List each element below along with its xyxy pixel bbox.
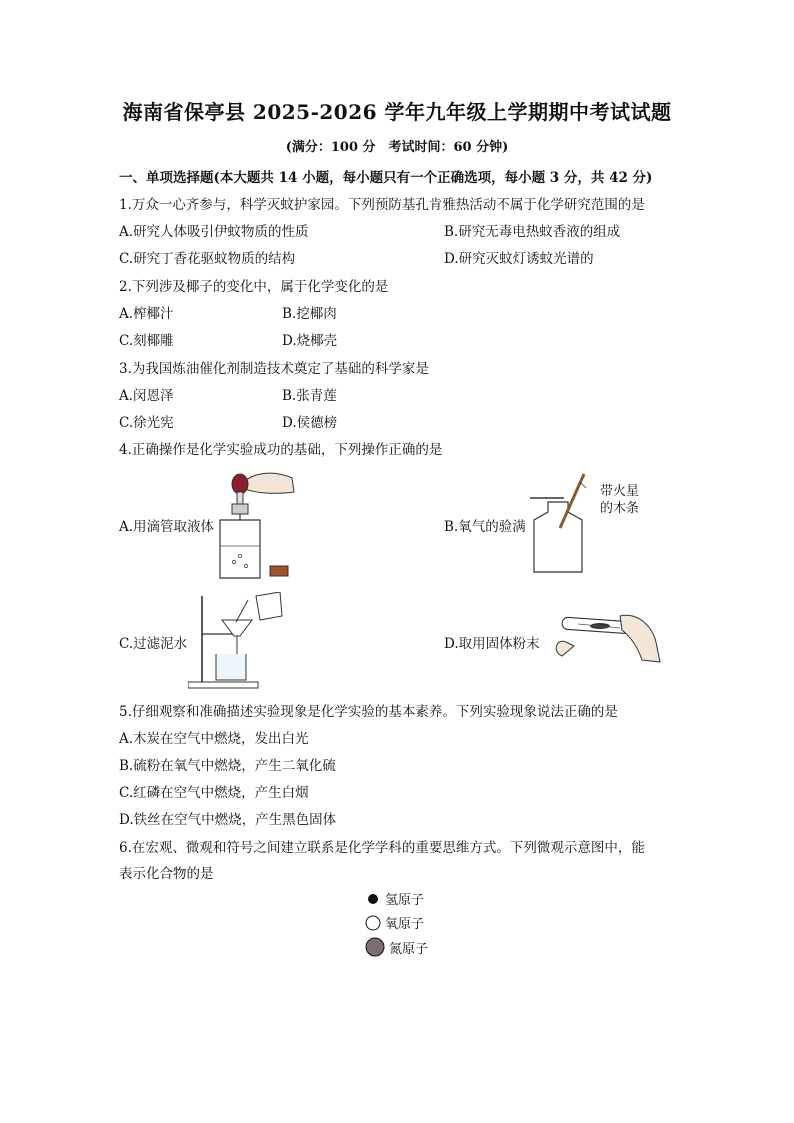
legend-nitrogen xyxy=(365,937,428,957)
oxygen-atom-icon xyxy=(365,915,381,931)
q4-option-c: C.过滤泥水 xyxy=(119,636,188,652)
q1-option-a: A.研究人体吸引伊蚊物质的性质 xyxy=(119,224,309,240)
q3-option-b: B.张青莲 xyxy=(282,388,337,404)
legend-oxygen xyxy=(365,913,424,932)
q4-option-b: B.氧气的验满 xyxy=(444,519,526,535)
question-4-stem: 4.正确操作是化学实验成功的基础，下列操作正确的是 xyxy=(119,442,443,458)
q1-option-d: D.研究灭蚊灯诱蚊光谱的 xyxy=(444,251,594,267)
page-title: 海南省保亭县 2025-2026 学年九年级上学期期中考试试题 xyxy=(122,100,672,124)
q3-option-c: C.徐光宪 xyxy=(119,415,174,431)
q4-option-a: A.用滴管取液体 xyxy=(119,519,215,535)
question-5-stem: 5.仔细观察和准确描述实验现象是化学实验的基本素养。下列实验现象说法正确的是 xyxy=(119,704,618,720)
exam-info: (满分：100 分 考试时间：60 分钟) xyxy=(285,140,509,155)
q2-option-d: D.烧椰壳 xyxy=(282,333,338,349)
q1-option-b: B.研究无毒电热蚊香液的组成 xyxy=(444,224,621,240)
q4-option-d: D.取用固体粉末 xyxy=(444,636,540,652)
powder-tube-figure xyxy=(548,612,662,666)
legend-hydrogen xyxy=(365,889,424,908)
legend-oxygen-label: 氧原子 xyxy=(385,917,425,932)
hydrogen-atom-icon xyxy=(365,891,381,907)
question-6-stem-line1: 6.在宏观、微观和符号之间建立联系是化学学科的重要思维方式。下列微观示意图中，能 xyxy=(119,840,645,856)
q3-option-d: D.侯德榜 xyxy=(282,415,338,431)
dropper-bottle-figure xyxy=(212,462,298,582)
q2-option-b: B.挖椰肉 xyxy=(282,306,337,322)
q5-option-a: A.木炭在空气中燃烧，发出白光 xyxy=(119,731,309,747)
q1-option-c: C.研究丁香花驱蚊物质的结构 xyxy=(119,251,296,267)
question-1-stem: 1.万众一心齐参与，科学灭蚊护家园。下列预防基孔肯雅热活动不属于化学研究范围的是 xyxy=(119,197,645,213)
q5-option-d: D.铁丝在空气中燃烧，产生黑色固体 xyxy=(119,812,337,828)
splint-label-1: 带火星 xyxy=(600,484,640,499)
q5-option-c: C.红磷在空气中燃烧，产生白烟 xyxy=(119,785,309,801)
oxygen-test-figure xyxy=(528,472,588,576)
legend-hydrogen-label: 氢原子 xyxy=(385,893,425,908)
q3-option-a: A.闵恩泽 xyxy=(119,388,174,404)
legend-nitrogen-label: 氮原子 xyxy=(389,941,429,957)
q2-option-c: C.刻椰雕 xyxy=(119,333,174,349)
q5-option-b: B.硫粉在氧气中燃烧，产生二氧化硫 xyxy=(119,758,336,774)
question-3-stem: 3.为我国炼油催化剂制造技术奠定了基础的科学家是 xyxy=(119,361,429,377)
q2-option-a: A.榨椰汁 xyxy=(119,306,174,322)
section-heading: 一、单项选择题(本大题共 14 小题，每小题只有一个正确选项，每小题 3 分，共 42 分) xyxy=(119,170,653,186)
nitrogen-atom-icon xyxy=(365,937,385,957)
question-2-stem: 2.下列涉及椰子的变化中，属于化学变化的是 xyxy=(119,279,389,295)
splint-label-2: 的木条 xyxy=(600,501,640,516)
question-6-stem-line2: 表示化合物的是 xyxy=(119,866,214,882)
filtration-figure xyxy=(188,592,288,690)
